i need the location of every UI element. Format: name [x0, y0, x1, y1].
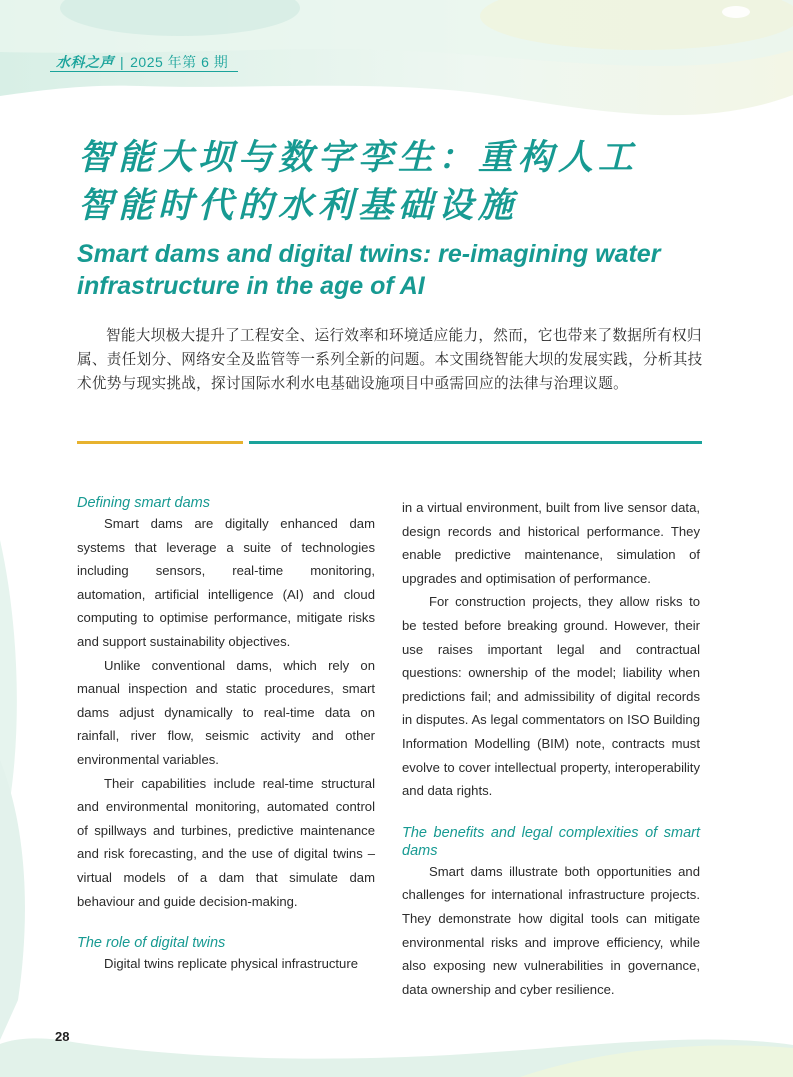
running-header: [56, 52, 228, 72]
header-separator: |: [120, 54, 125, 70]
chinese-abstract: 智能大坝极大提升了工程安全、运行效率和环境适应能力，然而，它也带来了数据所有权归属、责任划分、网络安全及监管等一系列全新的问题。本文围绕智能大坝的发展实践，分析其技术优势与现实挑战，探讨国际水利水电基础设施项目中亟需回应的法律与治理议题。: [77, 328, 703, 392]
paragraph: Digital twins replicate physical infrastructure: [104, 956, 358, 972]
divider-gold: [77, 441, 243, 444]
paragraph: Smart dams are digitally enhanced dam systems that leverage a suite of technologies including sensors, real-time monitoring, automation, artificial intelligence (AI) and cloud computing to optimise performance, mitigate risks and support sustainability objectives.: [77, 516, 375, 649]
paragraph: Smart dams illustrate both opportunities and challenges for international infrastructure projects. They demonstrate how digital tools can mitigate environmental risks and improve efficiency, while also exposing new vulnerabilities in governance, data ownership and cyber resilience.: [402, 863, 700, 997]
divider-teal: [249, 441, 702, 444]
right-column: [402, 496, 700, 1001]
paragraph: For construction projects, they allow risks to be tested before breaking ground. However, their use raises important legal and contractual questions: ownership of the model; liability when predictions fail; and admissibility of digital records in disputes. As legal commentators on ISO Building Information Modelling (BIM) note, contracts must evolve to cover intellectual property, interoperability and data rights.: [402, 594, 700, 799]
page-number: 28: [55, 1029, 70, 1044]
left-column: [77, 494, 375, 976]
section-heading-benefits-legal-complexities: The benefits and legal complexities of smart dams: [402, 824, 700, 859]
section-heading-defining-smart-dams: Defining smart dams: [77, 495, 210, 511]
header-rule: [50, 71, 238, 72]
chinese-title-line-2: 智能时代的水利基础设施: [78, 185, 519, 226]
journal-name: 水科之声: [56, 55, 114, 71]
chinese-title-line-1: 智能大坝与数字孪生：重构人工: [78, 137, 639, 178]
paragraph: Unlike conventional dams, which rely on manual inspection and static procedures, smart dams adjust dynamically to real-time data on rainfall, river flow, seismic activity and other environmental variables.: [77, 657, 375, 767]
paragraph-continued: in a virtual environment, built from live sensor data, design records and historical performance. They enable predictive maintenance, simulation of upgrades and optimisation of performance.: [402, 500, 700, 586]
english-title: Smart dams and digital twins: re-imagining water infrastructure in the age of AI: [77, 240, 661, 300]
section-heading-role-of-digital-twins: The role of digital twins: [77, 935, 226, 952]
issue-label: 2025 年第 6 期: [130, 54, 229, 70]
chinese-title: [78, 134, 718, 230]
paragraph: Their capabilities include real-time structural and environmental monitoring, automated control of spillways and turbines, predictive maintenance and risk forecasting, and the use of digital twins – virtual models of a dam that simulate dam behaviour and guide decision-making.: [77, 775, 375, 909]
